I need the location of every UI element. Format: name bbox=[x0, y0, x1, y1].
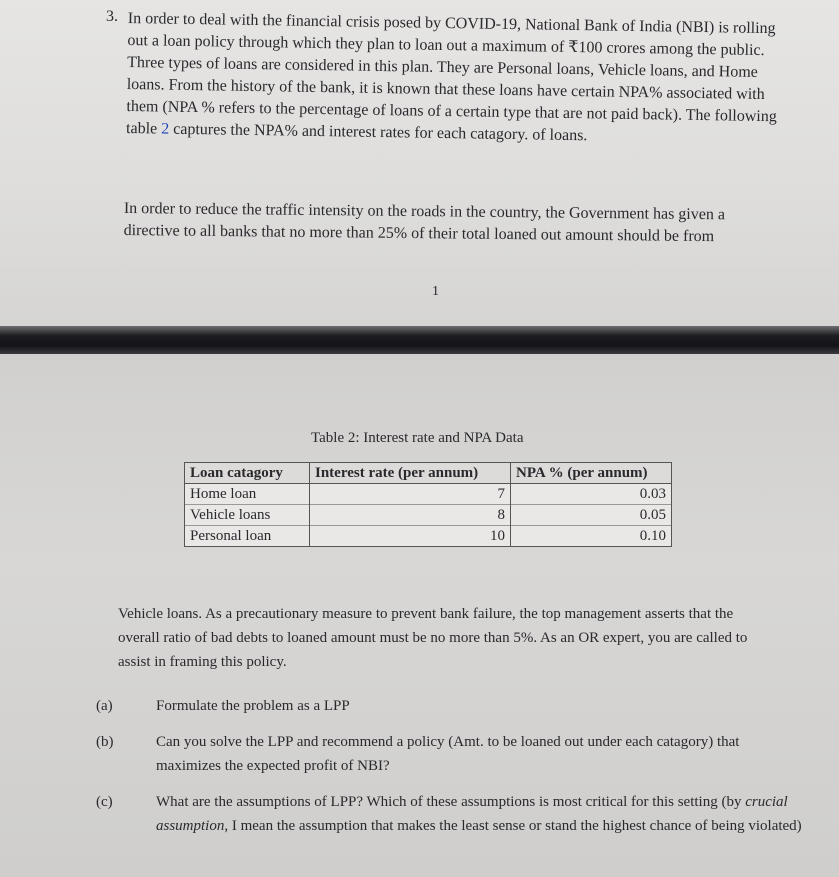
part-b-label: (b) bbox=[96, 734, 114, 750]
part-c-text-before: What are the assumptions of LPP? Which of these assumptions is most critical for this setting (by bbox=[156, 794, 742, 810]
cell-npa: 0.10 bbox=[511, 526, 672, 547]
part-a-label: (a) bbox=[96, 698, 113, 714]
header-npa: NPA % (per annum) bbox=[511, 463, 672, 484]
part-a bbox=[96, 694, 350, 718]
table-row bbox=[185, 505, 672, 526]
cell-loan-category: Personal loan bbox=[185, 526, 310, 547]
question-number: 3. bbox=[106, 8, 118, 25]
table-reference-link[interactable]: 2 bbox=[161, 120, 170, 138]
table-header-row bbox=[185, 463, 672, 484]
interest-npa-table bbox=[184, 462, 672, 547]
cell-interest-rate: 7 bbox=[310, 484, 511, 505]
table-row bbox=[185, 484, 672, 505]
cell-loan-category: Vehicle loans bbox=[185, 505, 310, 526]
table-row bbox=[185, 526, 672, 547]
part-c-text-after: , I mean the assumption that makes the least sense or stand the highest chance of being violated) bbox=[224, 818, 802, 834]
table-caption: Table 2: Interest rate and NPA Data bbox=[311, 430, 524, 446]
header-interest-rate: Interest rate (per annum) bbox=[310, 463, 511, 484]
continuation-paragraph: Vehicle loans. As a precautionary measure to prevent bank failure, the top management asserts that the overall ratio of bad debts to loaned amount must be no more than 5%. As an OR expert, you are called to assist in framing this policy. bbox=[118, 606, 748, 670]
question-paragraph-2: In order to reduce the traffic intensity on the roads in the country, the Government has given a directive to all banks that no more than 25% of their total loaned out amount should be from bbox=[123, 199, 726, 246]
part-a-text: Formulate the problem as a LPP bbox=[156, 698, 350, 714]
cell-npa: 0.05 bbox=[511, 505, 672, 526]
page-number: 1 bbox=[432, 284, 439, 299]
part-b bbox=[96, 730, 806, 778]
paragraph-1-text: In order to deal with the financial crisis posed by COVID-19, National Bank of India (NBI) is rolling out a loan policy through which they plan to loan out a maximum of ₹100 crores among the public. Three types of loans are considered in this plan. They are Personal loans, Vehicle loans, and Home loans. From the history of the bank, it is known that these loans have certain NPA% associated with them (NPA % refers to the percentage of loans of a certain type that are not paid back). The following table bbox=[125, 9, 777, 138]
cell-loan-category: Home loan bbox=[185, 484, 310, 505]
question-paragraph-1 bbox=[126, 8, 783, 150]
part-c-emphasis: crucial assumption bbox=[156, 794, 788, 834]
part-c bbox=[96, 790, 806, 838]
part-c-label: (c) bbox=[96, 794, 113, 810]
cell-npa: 0.03 bbox=[511, 484, 672, 505]
paragraph-1-end: captures the NPA% and interest rates for each catagory. of loans. bbox=[173, 120, 588, 145]
cell-interest-rate: 8 bbox=[310, 505, 511, 526]
part-b-text: Can you solve the LPP and recommend a policy (Amt. to be loaned out under each catagory) that maximizes the expected profit of NBI? bbox=[156, 734, 740, 774]
page-break-band bbox=[0, 326, 839, 354]
header-loan-category: Loan catagory bbox=[185, 463, 310, 484]
cell-interest-rate: 10 bbox=[310, 526, 511, 547]
